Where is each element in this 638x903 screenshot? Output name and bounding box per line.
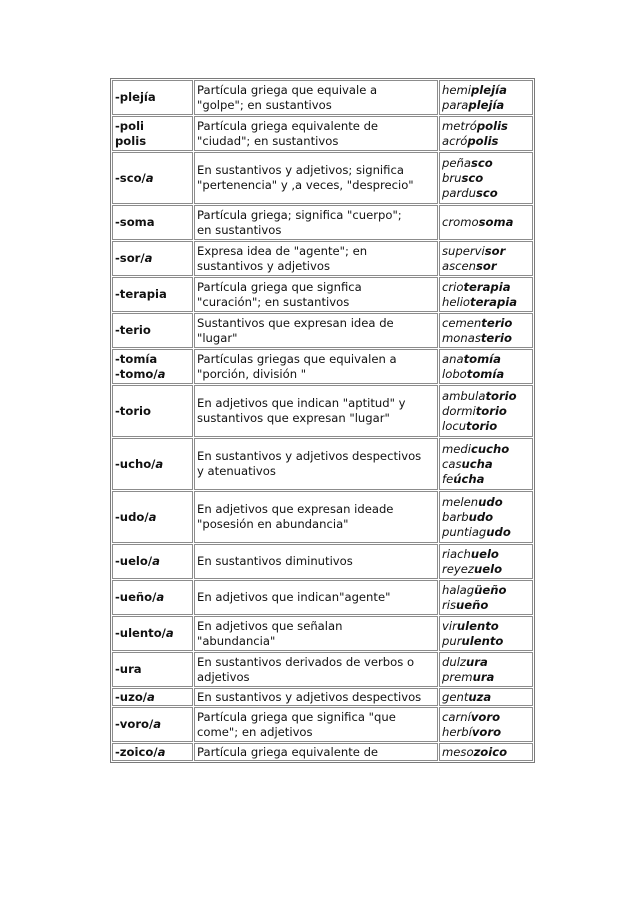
example-word <box>442 525 530 540</box>
example-stem-part: lobo <box>442 366 467 381</box>
example-word <box>442 457 530 472</box>
example-stem-part: halag <box>442 582 475 597</box>
example-word <box>442 583 530 598</box>
suffix-cell <box>112 313 193 348</box>
example-suffix-part: tomía <box>466 366 505 381</box>
description-line: En adjetivos que indican "aptitud" y <box>197 396 406 410</box>
example-stem-part: cemen <box>442 315 482 330</box>
example-word <box>442 367 530 382</box>
suffix-cell <box>112 205 193 240</box>
suffix-cell <box>112 652 193 687</box>
table-row <box>112 205 533 240</box>
description-line: "curación"; en sustantivos <box>197 294 350 309</box>
suffix-table-body <box>112 80 533 761</box>
examples-cell <box>439 580 533 615</box>
example-stem-part: acró <box>442 133 468 148</box>
description-line: "porción, división " <box>197 366 307 381</box>
suffix-text: a <box>148 509 157 524</box>
suffix-cell <box>112 544 193 579</box>
suffix-text: a <box>155 456 164 471</box>
example-word <box>442 331 530 346</box>
description-cell <box>194 743 438 761</box>
suffix-cell <box>112 688 193 706</box>
example-word <box>442 510 530 525</box>
example-word <box>442 619 530 634</box>
example-stem-part: cas <box>442 456 462 471</box>
example-stem-part: prem <box>442 669 473 684</box>
example-stem-part: meso <box>442 744 474 759</box>
suffix-table <box>110 78 535 763</box>
example-suffix-part: terio <box>480 330 512 345</box>
examples-cell <box>439 241 533 276</box>
example-word <box>442 745 530 760</box>
table-row <box>112 152 533 204</box>
description-line: En sustantivos derivados de verbos o <box>197 654 415 669</box>
table-row <box>112 688 533 706</box>
example-stem-part: peña <box>442 155 471 170</box>
example-word <box>442 404 530 419</box>
example-suffix-part: terio <box>481 315 513 330</box>
example-stem-part: crio <box>442 279 464 294</box>
example-suffix-part: sor <box>484 243 506 258</box>
example-suffix-part: ueño <box>456 597 489 612</box>
example-suffix-part: ulento <box>456 618 499 633</box>
examples-cell <box>439 313 533 348</box>
description-cell <box>194 80 438 115</box>
example-word <box>442 134 530 149</box>
description-line: Partícula griega equivalente de <box>197 118 379 133</box>
description-line: come"; en adjetivos <box>197 724 313 739</box>
example-stem-part: reyez <box>442 561 474 576</box>
description-line: "abundancia" <box>197 633 276 648</box>
description-cell <box>194 688 438 706</box>
example-suffix-part: udo <box>468 509 494 524</box>
suffix-text: -tomía <box>115 351 158 366</box>
description-line: Partículas griegas que equivalen a <box>197 351 397 366</box>
example-suffix-part: udo <box>486 524 511 539</box>
suffix-text: -sor/ <box>115 251 145 265</box>
description-line: adjetivos <box>197 669 250 684</box>
example-word <box>442 472 530 487</box>
description-line: En adjetivos que expresan ideade <box>197 502 394 516</box>
description-cell <box>194 241 438 276</box>
example-stem-part: ascen <box>442 258 477 273</box>
suffix-cell <box>112 616 193 651</box>
suffix-text: polis <box>115 133 147 148</box>
example-word <box>442 389 530 404</box>
suffix-cell <box>112 707 193 742</box>
description-line: "pertenencia" y ,a veces, "desprecio" <box>197 178 414 192</box>
example-stem-part: hemi <box>442 82 471 97</box>
example-stem-part: carní <box>442 709 471 724</box>
example-suffix-part: ura <box>472 669 495 684</box>
suffix-text: -ueño/ <box>115 590 157 604</box>
suffix-text: a <box>147 689 155 704</box>
table-row <box>112 385 533 437</box>
examples-cell <box>439 491 533 543</box>
suffix-cell <box>112 385 193 437</box>
suffix-text: -zoico/ <box>115 744 158 759</box>
example-suffix-part: tomía <box>463 351 501 366</box>
example-stem-part: melen <box>442 494 479 509</box>
example-stem-part: riach <box>442 546 471 561</box>
example-suffix-part: terapia <box>470 294 518 309</box>
example-word <box>442 690 530 705</box>
example-word <box>442 419 530 434</box>
example-word <box>442 83 530 98</box>
description-cell <box>194 544 438 579</box>
table-row <box>112 438 533 490</box>
example-suffix-part: ucha <box>461 456 493 471</box>
example-suffix-part: sor <box>476 258 497 273</box>
example-suffix-part: sco <box>470 155 493 170</box>
example-stem-part: cromo <box>442 215 479 229</box>
description-cell <box>194 616 438 651</box>
examples-cell <box>439 616 533 651</box>
description-cell <box>194 205 438 240</box>
description-cell <box>194 313 438 348</box>
example-suffix-part: polis <box>476 118 508 133</box>
example-stem-part: dulz <box>442 654 467 669</box>
example-stem-part: gent <box>442 689 469 704</box>
example-suffix-part: úcha <box>453 471 485 486</box>
description-cell <box>194 152 438 204</box>
suffix-cell <box>112 491 193 543</box>
example-word <box>442 598 530 613</box>
suffix-cell <box>112 241 193 276</box>
examples-cell <box>439 743 533 761</box>
example-suffix-part: soma <box>478 215 514 229</box>
example-word <box>442 442 530 457</box>
table-row <box>112 241 533 276</box>
suffix-text: -ura <box>115 662 142 676</box>
example-word <box>442 186 530 201</box>
description-cell <box>194 438 438 490</box>
example-stem-part: ris <box>442 597 457 612</box>
example-stem-part: fe <box>442 471 454 486</box>
example-suffix-part: voro <box>470 709 501 724</box>
example-word <box>442 98 530 113</box>
suffix-text: -poli <box>115 118 145 133</box>
description-cell <box>194 277 438 312</box>
example-stem-part: medi <box>442 441 472 456</box>
example-stem-part: pardu <box>442 185 476 200</box>
example-suffix-part: polis <box>467 133 499 148</box>
description-line: Expresa idea de "agente"; en <box>197 243 368 258</box>
description-line: En sustantivos y adjetivos despectivos <box>197 689 422 704</box>
suffix-text: -terapia <box>115 287 167 301</box>
suffix-text: -voro/ <box>115 717 154 731</box>
table-row <box>112 277 533 312</box>
description-line: "posesión en abundancia" <box>197 517 349 531</box>
example-suffix-part: ulento <box>461 633 504 648</box>
example-suffix-part: torio <box>485 388 517 403</box>
example-suffix-part: uelo <box>473 561 503 576</box>
description-line: En sustantivos y adjetivos despectivos <box>197 449 422 463</box>
description-line: Sustantivos que expresan idea de <box>197 315 394 330</box>
table-row <box>112 491 533 543</box>
description-line: sustantivos y adjetivos <box>197 258 330 273</box>
description-line: En sustantivos y adjetivos; significa <box>197 163 404 177</box>
suffix-text: -ucho/ <box>115 456 156 471</box>
example-word <box>442 495 530 510</box>
example-stem-part: monas <box>442 330 481 345</box>
example-word <box>442 352 530 367</box>
suffix-text: a <box>157 744 166 759</box>
suffix-cell <box>112 580 193 615</box>
examples-cell <box>439 544 533 579</box>
example-suffix-part: terapia <box>463 279 511 294</box>
examples-cell <box>439 80 533 115</box>
example-word <box>442 725 530 740</box>
suffix-text: a <box>144 251 153 265</box>
suffix-text: a <box>153 717 162 731</box>
description-line: Partícula griega que signfica <box>197 279 362 294</box>
description-line: y atenuativos <box>197 464 276 478</box>
suffix-text: -torio <box>115 403 151 418</box>
example-stem-part: bru <box>442 170 462 185</box>
example-suffix-part: cucho <box>471 441 510 456</box>
example-word <box>442 316 530 331</box>
example-suffix-part: zoico <box>473 744 508 759</box>
example-suffix-part: uelo <box>470 546 499 561</box>
example-word <box>442 670 530 685</box>
example-word <box>442 156 530 171</box>
description-line: "lugar" <box>197 330 238 345</box>
example-word <box>442 562 530 577</box>
examples-cell <box>439 652 533 687</box>
suffix-text: -ulento/ <box>115 626 166 640</box>
table-row <box>112 313 533 348</box>
example-word <box>442 119 530 134</box>
example-stem-part: supervi <box>442 243 485 258</box>
suffix-cell <box>112 152 193 204</box>
suffix-cell <box>112 116 193 151</box>
examples-cell <box>439 688 533 706</box>
table-row <box>112 80 533 115</box>
example-word <box>442 171 530 186</box>
suffix-text: a <box>165 626 174 640</box>
example-suffix-part: sco <box>461 170 484 185</box>
suffix-text: a <box>152 554 160 568</box>
examples-cell <box>439 349 533 384</box>
example-word <box>442 710 530 725</box>
description-cell <box>194 116 438 151</box>
example-word <box>442 280 530 295</box>
table-row <box>112 544 533 579</box>
suffix-text: a <box>145 170 154 185</box>
description-cell <box>194 491 438 543</box>
example-stem-part: locu <box>442 418 467 433</box>
example-stem-part: metró <box>442 118 477 133</box>
suffix-text: -terio <box>115 323 151 337</box>
example-word <box>442 547 530 562</box>
example-stem-part: pur <box>442 633 462 648</box>
example-suffix-part: torio <box>466 418 498 433</box>
table-row <box>112 743 533 761</box>
description-line: "golpe"; en sustantivos <box>197 97 332 112</box>
example-stem-part: ambula <box>442 388 486 403</box>
description-line: Partícula griega que significa "que <box>197 709 396 724</box>
example-suffix-part: üeño <box>474 582 507 597</box>
examples-cell <box>439 438 533 490</box>
description-line: sustantivos que expresan "lugar" <box>197 411 390 425</box>
description-cell <box>194 652 438 687</box>
example-word <box>442 215 530 230</box>
description-cell <box>194 707 438 742</box>
description-line: Partícula griega equivalente de <box>197 744 379 759</box>
table-row <box>112 580 533 615</box>
suffix-cell <box>112 349 193 384</box>
description-line: En adjetivos que indican"agente" <box>197 590 391 604</box>
suffix-text: -plejía <box>115 90 156 104</box>
example-suffix-part: torio <box>475 403 507 418</box>
suffix-text: a <box>156 590 165 604</box>
examples-cell <box>439 385 533 437</box>
table-row <box>112 616 533 651</box>
example-stem-part: barb <box>442 509 469 524</box>
example-word <box>442 259 530 274</box>
example-stem-part: ana <box>442 351 464 366</box>
example-stem-part: herbí <box>442 724 472 739</box>
examples-cell <box>439 707 533 742</box>
description-line: Partícula griega; significa "cuerpo"; <box>197 207 402 222</box>
suffix-cell <box>112 80 193 115</box>
table-row <box>112 707 533 742</box>
example-suffix-part: sco <box>475 185 498 200</box>
examples-cell <box>439 205 533 240</box>
suffix-cell <box>112 743 193 761</box>
example-suffix-part: udo <box>478 494 503 509</box>
suffix-cell <box>112 438 193 490</box>
example-suffix-part: plejía <box>468 97 505 112</box>
example-word <box>442 634 530 649</box>
description-line: "ciudad"; en sustantivos <box>197 133 339 148</box>
example-stem-part: helio <box>442 294 471 309</box>
example-suffix-part: plejía <box>471 82 507 97</box>
examples-cell <box>439 116 533 151</box>
example-stem-part: dormi <box>442 403 476 418</box>
suffix-text: -uzo/ <box>115 689 148 704</box>
example-word <box>442 655 530 670</box>
example-suffix-part: ura <box>466 654 488 669</box>
suffix-cell <box>112 277 193 312</box>
suffix-text: -tomo/ <box>115 366 158 381</box>
suffix-text: -udo/ <box>115 509 149 524</box>
example-stem-part: puntiag <box>442 524 487 539</box>
description-line: Partícula griega que equivale a <box>197 82 378 97</box>
suffix-text: a <box>157 366 166 381</box>
table-row <box>112 652 533 687</box>
table-row <box>112 349 533 384</box>
example-suffix-part: uza <box>468 689 492 704</box>
example-word <box>442 295 530 310</box>
description-cell <box>194 580 438 615</box>
example-stem-part: para <box>442 97 469 112</box>
examples-cell <box>439 152 533 204</box>
suffix-text: -sco/ <box>115 170 146 185</box>
suffix-text: -uelo/ <box>115 554 153 568</box>
description-line: en sustantivos <box>197 222 282 237</box>
suffix-text: -soma <box>115 215 155 229</box>
description-line: En sustantivos diminutivos <box>197 554 353 568</box>
examples-cell <box>439 277 533 312</box>
example-word <box>442 244 530 259</box>
example-stem-part: vir <box>442 618 457 633</box>
example-suffix-part: voro <box>471 724 502 739</box>
description-cell <box>194 349 438 384</box>
description-cell <box>194 385 438 437</box>
table-row <box>112 116 533 151</box>
description-line: En adjetivos que señalan <box>197 618 343 633</box>
